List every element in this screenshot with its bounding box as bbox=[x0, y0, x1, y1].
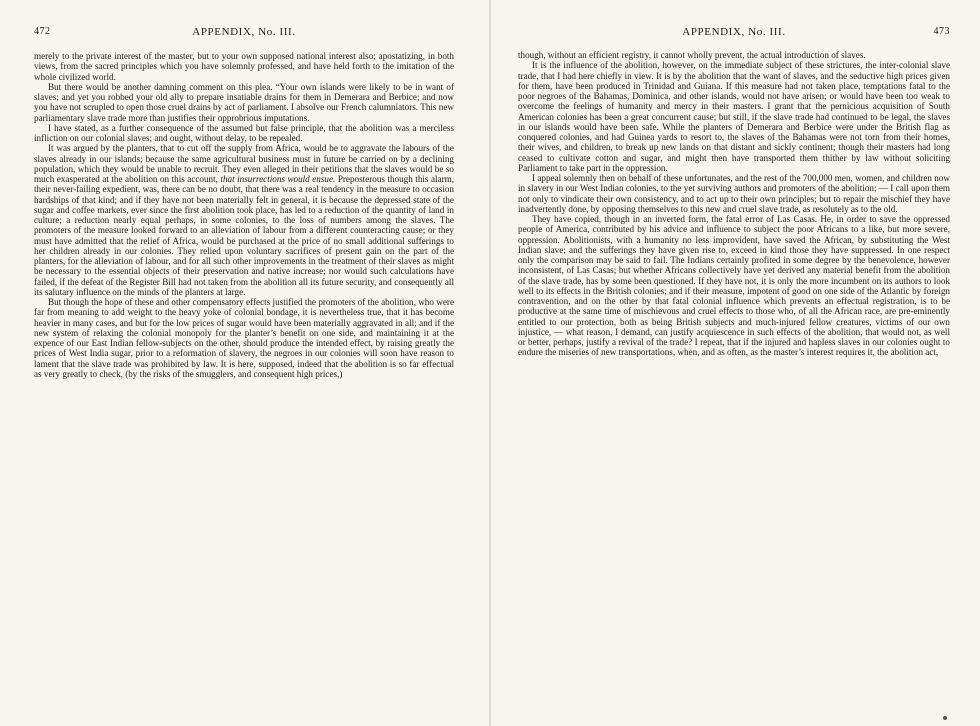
paragraph: It is the influence of the abolition, however, on the immediate subject of these strictures, the inter-colonial slave trade, that I had here chiefly in view. It is by the abolition that the want of slaves, and the seductive high prices given for them, have been produced in Trinidad and Guiana. If this measure had not taken place, temptations fatal to the poor negroes of the Bahamas, Dominica, and other islands, would not have arisen; or would have been too weak to overcome the feelings of humanity and mercy in their masters. I grant that the pernicious acquisition of South American colonies has been a great concurrent cause; but still, if the slave trade had continued to be legal, the slaves in our islands would have been safe. While the planters of Demerara and Berbice were under the British flag as conquered colonies, and had Guinea yards to resort to, the slaves of the Bahamas were not torn from their homes, their wives, and children, to break up new lands on that distant and sickly continent; though their masters had long ceased to cultivate cotton and sugar, and might then have transported them thither by law without soliciting Parliament to take part in the oppression. bbox=[518, 60, 950, 173]
scan-speck bbox=[943, 716, 947, 720]
paragraph bbox=[34, 143, 454, 297]
paragraph-text: It was argued by the planters, that to cut off the supply from Africa, would be to aggravate the labours of the slaves already in our islands; because the same agricultural business must in future be carried on by a declining population, which they would be unable to recruit. They even alleged in their petitions that the slaves would be so much exasperated at the abolition on this account, bbox=[34, 143, 454, 184]
paragraph: merely to the private interest of the master, but to your own supposed national interest also; apostatizing, in both views, from the sacred principles which you have solemnly professed, and have held forth to the imitation of the whole civilized world. bbox=[34, 51, 454, 82]
running-head-right bbox=[518, 26, 950, 42]
paragraph-text: Preposterous though this alarm, their never-failing expedient, was, there can be no doubt, that there was a real tendency in the measure to occasion hardships of that kind; and if they have not been materially felt in general, it is because the depressed state of the sugar and coffee markets, ever since the first abolition took place, has led to a reduction of the quantity of land in culture; a reduction nearly equal perhaps, in some colonies, to the loss of numbers among the slaves. The promoters of the measure looked forward to an alleviation of labour from a different counteracting cause; or they must have admitted that the relief of Africa, would be purchased at the price of no small additional sufferings to her children already in our colonies. They relied upon voluntary sacrifices of present gain on the part of the planters, for the alleviation of labour, and for all such other improvements in the treatment of their slaves as might be necessary to the essential objects of their preservation and native increase; nor would such calculations have failed, if the defeat of the Register Bill had not taken from the abolition all its future security, and consequently all its salutary influence on the minds of the planters at large. bbox=[34, 174, 455, 297]
paragraph: though, without an efficient registry, it cannot wholly prevent, the actual introduction of slaves. bbox=[518, 50, 866, 60]
left-text-block bbox=[34, 51, 454, 379]
page-number-left: 472 bbox=[34, 26, 51, 37]
right-page bbox=[490, 0, 980, 726]
running-head-left bbox=[34, 26, 454, 42]
italic-phrase: that insurrections would ensue. bbox=[220, 174, 336, 184]
paragraph: I have stated, as a further consequence of the assumed but false principle, that the abolition was a merciless infliction on our colonial slaves; and ought, without delay, to be repealed. bbox=[34, 122, 454, 143]
right-text-block bbox=[518, 50, 950, 358]
paragraph: But though the hope of these and other compensatory effects justified the promoters of the abolition, who were far from meaning to add weight to the heavy yoke of colonial bondage, it is nevertheless true, that it has become heavier in many cases, and but for the low prices of sugar would have been materially aggravated in all; and if the new system of relaxing the colonial monopoly for the planter’s benefit on one side, and maintaining it at the expence of our East Indian fellow-subjects on the other, should produce the intended effect, by raising greatly the prices of West India sugar, prior to a reformation of slavery, the negroes in our colonies will soon have reason to lament that the slave trade was prohibited by law. It is here, supposed, indeed that the abolition is so far effectual as very greatly to check, (by the risks of the smugglers, and consequent high prices,) bbox=[34, 297, 454, 379]
paragraph: They have copied, though in an inverted form, the fatal error of Las Casas. He, in order to save the oppressed people of America, contributed by his advice and influence to subject the poor Africans to a like, but more severe, oppression. Abolitionists, with a humanity no less improvident, have saved the African, by substituting the West Indian slave; and the sufferings they have given rise to, exceed in kind those they have suppressed. In one respect only the comparison may be said to fail. The Indians certainly profited in some degree by the benevolence, however inconsistent, of Las Casas; but whether Africans collectively have yet derived any material benefit from the abolition of the slave trade, has by some been questioned. If they have not, it is only the more incumbent on its authors to look well to its effects in the British colonies; and if their measure, impotent of good on one side of the Atlantic by foreign contravention, and on the other by that fatal colonial influence which prevents an effectual registration, is to be productive at the same time of mischievous and cruel effects to those who, of all the African race, are pre-eminently entitled to our protection, both as being British subjects and much-injured fellow creatures, victims of our own injustice, — what reason, I demand, can justify acquiescence in such effects of the abolition, that would not, as well or better, perhaps, justify a revival of the trade? I repeat, that if the injured and hapless slaves in our colonies ought to endure the miseries of new transportations, when, and as often, as the master’s interest requires it, the abolition act, bbox=[518, 214, 950, 358]
paragraph: But there would be another damning comment on this plea. “Your own islands were likely to be in want of slaves; and yet you robbed your old ally to prepare insatiable drains for them in Demerara and Berbice; and now you have not scrupled to open those cruel drains by act of parliament. I absolve our French calumniators. This new parliamentary slave trade more than justifies their opprobrious imputations. bbox=[34, 81, 454, 123]
paragraph: I appeal solemnly then on behalf of these unfortunates, and the rest of the 700,000 men, women, and children now in slavery in our West Indian colonies, to the yet surviving authors and promoters of the abolition; — I call upon them not only to vindicate their own consistency, and to act up to their own principles; but to repair the mischief they have inadvertently done, by opposing themselves to this new and cruel slave trade, as resolutely as to the old. bbox=[518, 173, 950, 214]
page-number-right: 473 bbox=[933, 26, 950, 37]
running-head-title-right: APPENDIX, No. III. bbox=[682, 26, 786, 38]
running-head-title-left: APPENDIX, No. III. bbox=[192, 26, 296, 38]
